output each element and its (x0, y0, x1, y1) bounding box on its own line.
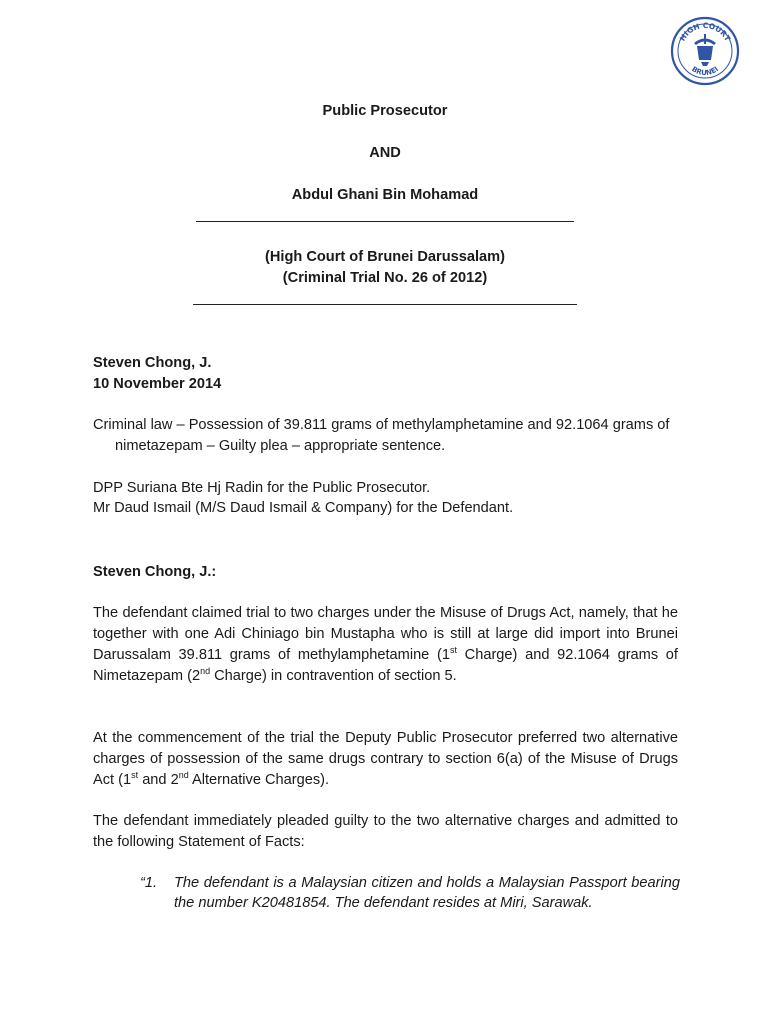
divider-line (193, 304, 577, 305)
high-court-seal-logo (670, 16, 740, 86)
paragraph-3: The defendant immediately pleaded guilty to the two alternative charges and admitted to the following Statement of Facts: (93, 813, 678, 850)
judge-name: Steven Chong, J. (93, 355, 212, 371)
judgment-heading: Steven Chong, J.: (93, 564, 217, 580)
paragraph-2: At the commencement of the trial the Deputy Public Prosecutor preferred two alternative charges of possession of the same drugs contrary to section 6(a) of the Misuse of Drugs Act (1st and 2nd Alternative Charges). (93, 730, 678, 788)
quote-item-number: “1. (140, 875, 158, 891)
counsel-defence: Mr Daud Ismail (M/S Daud Ismail & Company) for the Defendant. (93, 500, 514, 516)
divider-line (196, 221, 574, 222)
svg-text:BRUNEI: BRUNEI (690, 65, 720, 78)
svg-text:HIGH COURT: HIGH COURT (677, 20, 733, 43)
court-name: (High Court of Brunei Darussalam) (264, 249, 505, 265)
party-defendant: Abdul Ghani Bin Mohamad (291, 187, 479, 203)
catchwords: Criminal law – Possession of 39.811 grams of methylamphetamine and 92.1064 grams of nimetazepam – Guilty plea – appropriate sentence. (93, 417, 670, 454)
quote-item-text: The defendant is a Malaysian citizen and holds a Malaysian Passport bearing the number K20481854. The defendant resides at Miri, Sarawak. (174, 875, 680, 911)
judgment-date: 10 November 2014 (93, 376, 222, 392)
counsel-prosecution: DPP Suriana Bte Hj Radin for the Public Prosecutor. (93, 480, 431, 496)
party-prosecutor: Public Prosecutor (322, 103, 448, 119)
statement-of-facts-item-1 (140, 873, 680, 913)
versus-and: AND (369, 145, 401, 161)
case-number: (Criminal Trial No. 26 of 2012) (282, 270, 488, 286)
paragraph-1: The defendant claimed trial to two charges under the Misuse of Drugs Act, namely, that he together with one Adi Chiniago bin Mustapha who is still at large did import into Brunei Darussalam 39.811 grams of methylamphetamine (1st Charge) and 92.1064 grams of Nimetazepam (2nd Charge) in contravention of section 5. (93, 605, 678, 684)
